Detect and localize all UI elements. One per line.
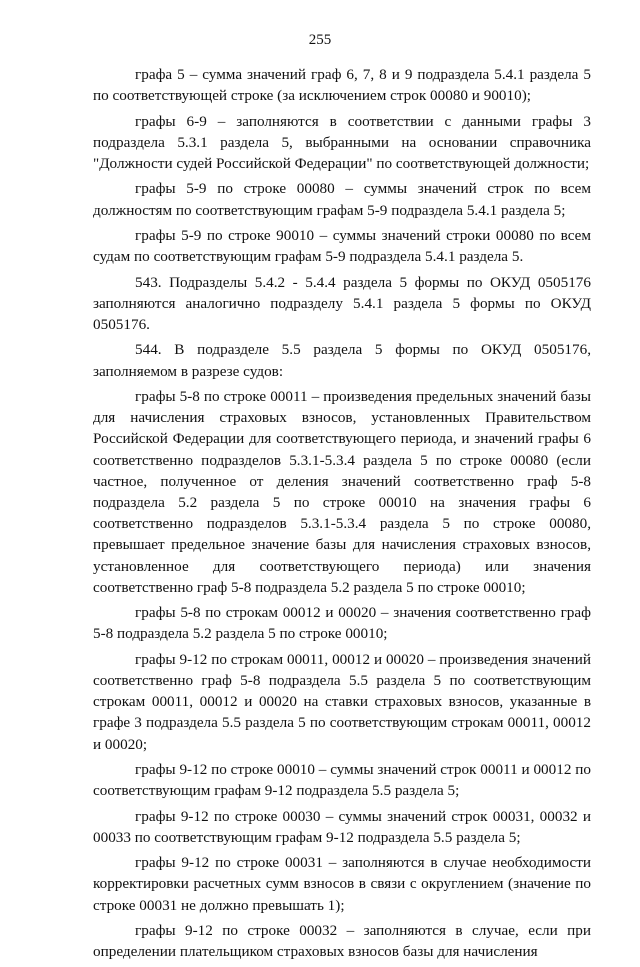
- paragraph-grafy-9-12-00011-00012-00020: графы 9-12 по строкам 00011, 00012 и 00020 – произведения значений соответственно граф 5-8 подраздела 5.5 раздела 5 по соответствующим строкам 00011, 00012 и 00020 на ставки страховых взносов, указанные в графе 3 подраздела 5.5 раздела 5 по соответствующим строкам 00011, 00012 и 00020;: [93, 650, 591, 753]
- document-body: [93, 64, 591, 967]
- paragraph-item-543: 543. Подразделы 5.4.2 - 5.4.4 раздела 5 формы по ОКУД 0505176 заполняются аналогично подразделу 5.4.1 раздела 5 формы по ОКУД 0505176.: [93, 273, 591, 333]
- paragraph-grafy-9-12-00032: графы 9-12 по строке 00032 – заполняются в случае, если при определении плательщиком страховых взносов базы для начисления: [93, 921, 591, 961]
- paragraph-grafy-6-9: графы 6-9 – заполняются в соответствии с данными графы 3 подраздела 5.3.1 раздела 5, выбранными на основании справочника "Должности судей Российской Федерации" по соответствующей должности;: [93, 112, 591, 172]
- paragraph-grafy-9-12-00031: графы 9-12 по строке 00031 – заполняются в случае необходимости корректировки расчетных сумм взносов в связи с округлением (значение по строке 00031 не должно превышать 1);: [93, 854, 591, 914]
- page-number: 255: [308, 32, 332, 48]
- paragraph-grafy-5-9-90010: графы 5-9 по строке 90010 – суммы значений строки 00080 по всем судам по соответствующим графам 5-9 подраздела 5.4.1 раздела 5.: [93, 226, 591, 266]
- paragraph-grafy-5-9-00080: графы 5-9 по строке 00080 – суммы значений строк по всем должностям по соответствующим графам 5-9 подраздела 5.4.1 раздела 5;: [93, 180, 591, 219]
- paragraph-item-544: 544. В подразделе 5.5 раздела 5 формы по ОКУД 0505176, заполняемом в разрезе судов:: [93, 341, 591, 380]
- paragraph-grafy-5-8-00011: графы 5-8 по строке 00011 – произведения предельных значений базы для начисления страховых взносов, установленных Правительством Российской Федерации для соответствующего периода, и значений графы 6 соответственно подразделов 5.3.1-5.3.4 раздела 5 по строке 00080 (если частное, полученное от деления значений соответственно граф 5-8 подраздела 5.2 раздела 5 по строке 00010 на значения графы 6 соответственно подразделов 5.3.1-5.3.4 раздела 5 по строке 00080, превышает предельное значение базы для начисления страховых взносов, установленное для соответствующего периода) или значения соответственно граф 5-8 подраздела 5.2 раздела 5 по строке 00010;: [93, 387, 591, 596]
- paragraph-grafy-9-12-00030: графы 9-12 по строке 00030 – суммы значений строк 00031, 00032 и 00033 по соответствующим графам 9-12 подраздела 5.5 раздела 5;: [93, 807, 591, 846]
- paragraph-grafy-9-12-00010: графы 9-12 по строке 00010 – суммы значений строк 00011 и 00012 по соответствующим графам 9-12 подраздела 5.5 раздела 5;: [93, 760, 591, 800]
- paragraph-grafy-5-8-00012-00020: графы 5-8 по строкам 00012 и 00020 – значения соответственно граф 5-8 подраздела 5.2 раздела 5 по строке 00010;: [93, 604, 591, 643]
- paragraph-grafa-5: графа 5 – сумма значений граф 6, 7, 8 и 9 подраздела 5.4.1 раздела 5 по соответствующей строке (за исключением строк 00080 и 90010);: [93, 66, 591, 105]
